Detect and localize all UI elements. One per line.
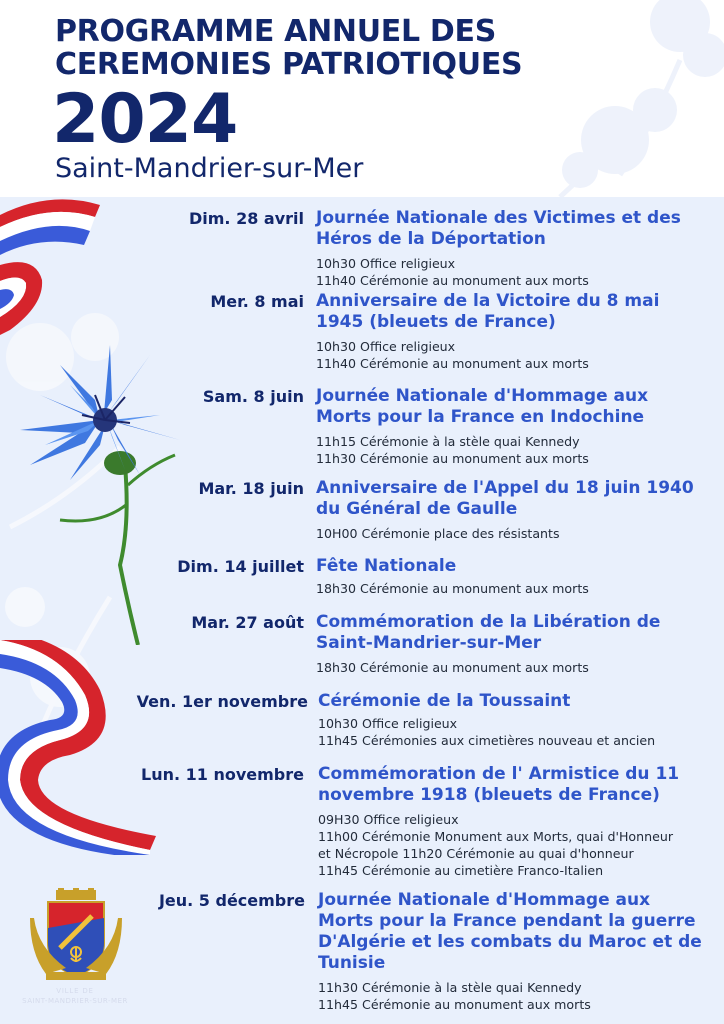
event-date: Mer. 8 mai <box>210 292 304 311</box>
event-title-line: Fête Nationale <box>316 556 457 576</box>
event-detail-line: 11h40 Cérémonie au monument aux morts <box>316 273 589 288</box>
event-title-line: Journée Nationale d'Hommage aux <box>318 890 651 910</box>
event-detail-line: 11h00 Cérémonie Monument aux Morts, quai d'Honneur <box>318 829 674 844</box>
event-date: Ven. 1er novembre <box>136 692 308 711</box>
event-detail-line: 11h45 Cérémonies aux cimetières nouveau et ancien <box>318 733 656 748</box>
event-title-line: 1945 (bleuets de France) <box>316 312 556 332</box>
event-detail-line: 10H00 Cérémonie place des résistants <box>316 526 560 541</box>
event-title-line: Commémoration de l' Armistice du 11 <box>318 764 680 784</box>
event-detail-line: 18h30 Cérémonie au monument aux morts <box>316 660 589 675</box>
event-detail-line: 10h30 Office religieux <box>318 716 458 731</box>
event-item <box>0 208 724 288</box>
event-item <box>0 291 724 371</box>
event-title-line: Anniversaire de la Victoire du 8 mai <box>316 291 660 311</box>
event-item <box>0 612 724 675</box>
event-detail-line: 10h30 Office religieux <box>316 256 456 271</box>
event-title-line: Anniversaire de l'Appel du 18 juin 1940 <box>316 478 694 498</box>
event-details <box>318 715 655 749</box>
event-details <box>316 338 589 372</box>
event-title-line: Journée Nationale des Victimes et des <box>316 208 681 228</box>
event-date: Dim. 28 avril <box>188 209 304 228</box>
event-detail-line: 11h30 Cérémonie à la stèle quai Kennedy <box>318 980 582 995</box>
event-title-line: du Général de Gaulle <box>316 499 518 519</box>
event-date: Sam. 8 juin <box>202 387 304 406</box>
title-line-2: CEREMONIES PATRIOTIQUES <box>55 47 523 82</box>
flag-ribbon-top-icon <box>0 195 130 355</box>
event-title-line: Morts pour la France pendant la guerre <box>318 911 696 931</box>
event-title-line: D'Algérie et les combats du Maroc et de <box>318 932 702 952</box>
event-title-line: Saint-Mandrier-sur-Mer <box>316 633 542 653</box>
page-title <box>55 15 522 81</box>
event-details <box>316 525 560 542</box>
event-detail-line: et Nécropole 11h20 Cérémonie au quai d'honneur <box>318 846 634 861</box>
event-detail-line: 11h40 Cérémonie au monument aux morts <box>316 356 589 371</box>
event-detail-line: 11h45 Cérémonie au monument aux morts <box>318 997 591 1012</box>
event-title-line: Cérémonie de la Toussaint <box>318 691 571 711</box>
town-name: Saint-Mandrier-sur-Mer <box>55 153 364 184</box>
event-title-line: Commémoration de la Libération de <box>316 612 661 632</box>
title-line-1: PROGRAMME ANNUEL DES <box>55 14 497 49</box>
event-details <box>318 979 591 1013</box>
event-item <box>0 691 724 748</box>
flag-ribbon-bottom-icon <box>0 640 200 855</box>
event-item <box>0 764 724 878</box>
event-title <box>316 208 681 250</box>
event-title <box>318 764 679 806</box>
coat-of-arms-icon <box>26 888 126 983</box>
event-date: Jeu. 5 décembre <box>158 891 305 910</box>
event-title-line: Héros de la Déportation <box>316 229 546 249</box>
event-details <box>316 255 589 289</box>
event-item <box>0 478 724 541</box>
event-detail-line: 18h30 Cérémonie au monument aux morts <box>316 581 589 596</box>
event-title <box>316 386 648 428</box>
logo-caption-line-2: SAINT-MANDRIER-SUR-MER <box>22 997 128 1005</box>
event-detail-line: 10h30 Office religieux <box>316 339 456 354</box>
event-details <box>316 659 589 676</box>
event-date: Mar. 18 juin <box>198 479 304 498</box>
event-detail-line: 11h15 Cérémonie à la stèle quai Kennedy <box>316 434 580 449</box>
event-detail-line: 11h45 Cérémonie au cimetière Franco-Italien <box>318 863 604 878</box>
event-detail-line: 09H30 Office religieux <box>318 812 459 827</box>
event-date: Mar. 27 août <box>191 613 304 632</box>
event-title-line: Tunisie <box>318 953 386 973</box>
event-item <box>0 556 724 596</box>
event-title <box>316 291 659 333</box>
event-detail-line: 11h30 Cérémonie au monument aux morts <box>316 451 589 466</box>
event-details <box>316 580 589 597</box>
event-details <box>316 433 589 467</box>
event-details <box>318 811 673 879</box>
event-title <box>318 890 702 974</box>
event-title-line: novembre 1918 (bleuets de France) <box>318 785 660 805</box>
event-title <box>316 478 694 520</box>
event-title-line: Morts pour la France en Indochine <box>316 407 645 427</box>
logo-caption-line-1: VILLE DE <box>56 987 94 995</box>
event-date: Lun. 11 novembre <box>141 765 304 784</box>
year-heading: 2024 <box>52 80 238 159</box>
event-title <box>316 612 660 654</box>
event-title <box>318 691 570 712</box>
event-item <box>0 386 724 466</box>
poster-header <box>0 0 724 197</box>
event-title-line: Journée Nationale d'Hommage aux <box>316 386 649 406</box>
event-date: Dim. 14 juillet <box>177 557 304 576</box>
event-title <box>316 556 456 577</box>
